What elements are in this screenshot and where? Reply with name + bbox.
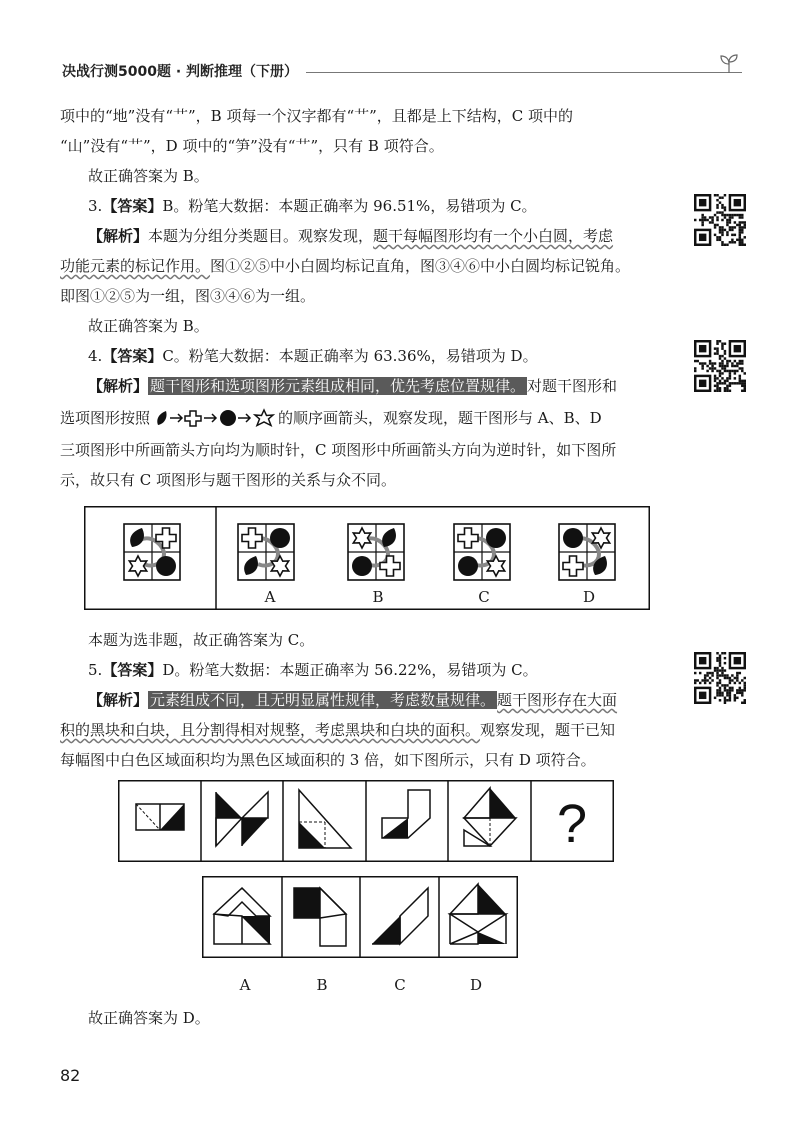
q4-answer-text: C。粉笔大数据：本题正确率为 63.36%，易错项为 D。 <box>162 347 538 365</box>
qr-code-q5[interactable] <box>694 652 746 704</box>
question-mark: ? <box>556 794 588 854</box>
option-label: D <box>469 976 483 994</box>
conclusion-line: 故正确答案为 D。 <box>88 1009 210 1027</box>
q3-analysis-line: 即图①②⑤为一组，图③④⑥为一组。 <box>60 287 316 305</box>
option-label: C <box>394 976 406 994</box>
text-line: “山”没有“⺾”，D 项中的“笋”没有“⺾”，只有 B 项符合。 <box>60 137 444 155</box>
analysis-text: 图①②⑤中小白圆均标记直角，图③④⑥中小白圆均标记锐角。 <box>210 257 631 275</box>
cross-shape-icon <box>185 411 201 426</box>
analysis-tag: 【解析】 <box>88 691 149 709</box>
option-label: A <box>239 976 251 994</box>
arrow-icon <box>170 414 182 422</box>
option-label: B <box>372 588 384 606</box>
qr-code-q3[interactable] <box>694 194 746 246</box>
analysis-text: 的顺序画箭头，观察发现，题干图形与 A、B、D <box>278 409 602 427</box>
option-label: C <box>478 588 490 606</box>
q3-analysis-line <box>60 256 690 276</box>
answer-tag: 【答案】 <box>102 197 163 215</box>
arrow-icon <box>238 414 250 422</box>
highlighted-text: 元素组成不同，且无明显属性规律，考虑数量规律。 <box>150 691 496 709</box>
black-circle-icon <box>563 528 583 548</box>
conclusion-line: 本题为选非题，故正确答案为 C。 <box>88 631 315 649</box>
wavy-underlined-text: 题干每幅图形均有一个小白圆，考虑 <box>373 227 614 245</box>
q5-answer-text: D。粉笔大数据：本题正确率为 56.22%，易错项为 C。 <box>162 661 538 679</box>
stem-figure-5 <box>464 788 516 846</box>
conclusion-line: 故正确答案为 B。 <box>88 317 209 335</box>
qr-code-q4[interactable] <box>694 340 746 392</box>
page-header <box>62 58 742 84</box>
answer-tag: 【答案】 <box>102 347 163 365</box>
black-circle-icon <box>486 528 506 548</box>
option-figure-a <box>214 888 270 944</box>
q3-number: 3. <box>88 197 103 215</box>
analysis-text: 观察发现，题干已知 <box>480 721 616 739</box>
analysis-text: 选项图形按照 <box>60 409 151 427</box>
q5-answer-line <box>88 660 688 680</box>
answer-tag: 【答案】 <box>102 661 163 679</box>
header-rule <box>306 72 742 73</box>
conclusion-line: 故正确答案为 B。 <box>88 167 209 185</box>
shape-sequence <box>152 408 276 428</box>
black-circle-icon <box>156 556 176 576</box>
stem-figure-3 <box>299 790 351 848</box>
option-figure-d <box>450 884 506 944</box>
q5-analysis-line: 每幅图中白色区域面积均为黑色区域面积的 3 倍，如下图所示，只有 D 项符合。 <box>60 751 596 769</box>
star-shape-icon <box>255 410 273 426</box>
analysis-text: 本题为分组分类题目。观察发现， <box>148 227 374 245</box>
q5-options-figure <box>202 876 518 958</box>
black-circle-icon <box>458 556 478 576</box>
wavy-underlined-text: 积的黑块和白块，且分割得相对规整，考虑黑块和白块的面积。 <box>60 721 481 739</box>
highlighted-text: 题干图形和选项图形元素组成相同，优先考虑位置规律。 <box>150 377 526 395</box>
q3-analysis-line <box>88 226 688 246</box>
analysis-tag: 【解析】 <box>88 377 149 395</box>
book-title: 决战行测5000题 · 判断推理（下册） <box>62 64 299 80</box>
page-number: 82 <box>60 1066 81 1085</box>
black-circle-icon <box>352 556 372 576</box>
option-figure-c <box>372 888 428 944</box>
text-line: 项中的“地”没有“⺾”，B 项每一个汉字都有“⺾”，且都是上下结构，C 项中的 <box>60 107 574 125</box>
option-figure-b <box>294 888 346 946</box>
q4-analysis-line <box>88 376 688 396</box>
q4-answer-line <box>88 346 688 366</box>
q4-number: 4. <box>88 347 103 365</box>
q4-analysis-line <box>60 408 690 428</box>
analysis-text: 对题干图形和 <box>527 377 618 395</box>
q5-analysis-line <box>88 690 688 710</box>
q3-answer-text: B。粉笔大数据：本题正确率为 96.51%，易错项为 C。 <box>162 197 537 215</box>
stem-figure-1 <box>136 804 184 830</box>
sprout-icon <box>718 52 740 74</box>
option-label: B <box>316 976 328 994</box>
option-label: A <box>264 588 276 606</box>
wavy-underlined-text: 题干图形存在大面 <box>497 691 618 709</box>
q4-analysis-line: 三项图形中所画箭头方向均为顺时针，C 项图形中所画箭头方向为逆时针，如下图所 <box>60 441 617 459</box>
q3-answer-line <box>88 196 688 216</box>
black-circle-icon <box>220 410 236 426</box>
stem-figure-2 <box>216 792 268 846</box>
option-label: D <box>582 588 596 606</box>
q5-stem-figure <box>118 780 614 862</box>
leaf-shape-icon <box>157 411 166 425</box>
wavy-underlined-text: 功能元素的标记作用。 <box>60 257 211 275</box>
q5-number: 5. <box>88 661 103 679</box>
analysis-tag: 【解析】 <box>88 227 149 245</box>
stem-figure-4 <box>382 790 430 838</box>
black-circle-icon <box>270 528 290 548</box>
q5-analysis-line <box>60 720 690 740</box>
q4-analysis-line: 示，故只有 C 项图形与题干图形的关系与众不同。 <box>60 471 397 489</box>
arrow-icon <box>204 414 216 422</box>
